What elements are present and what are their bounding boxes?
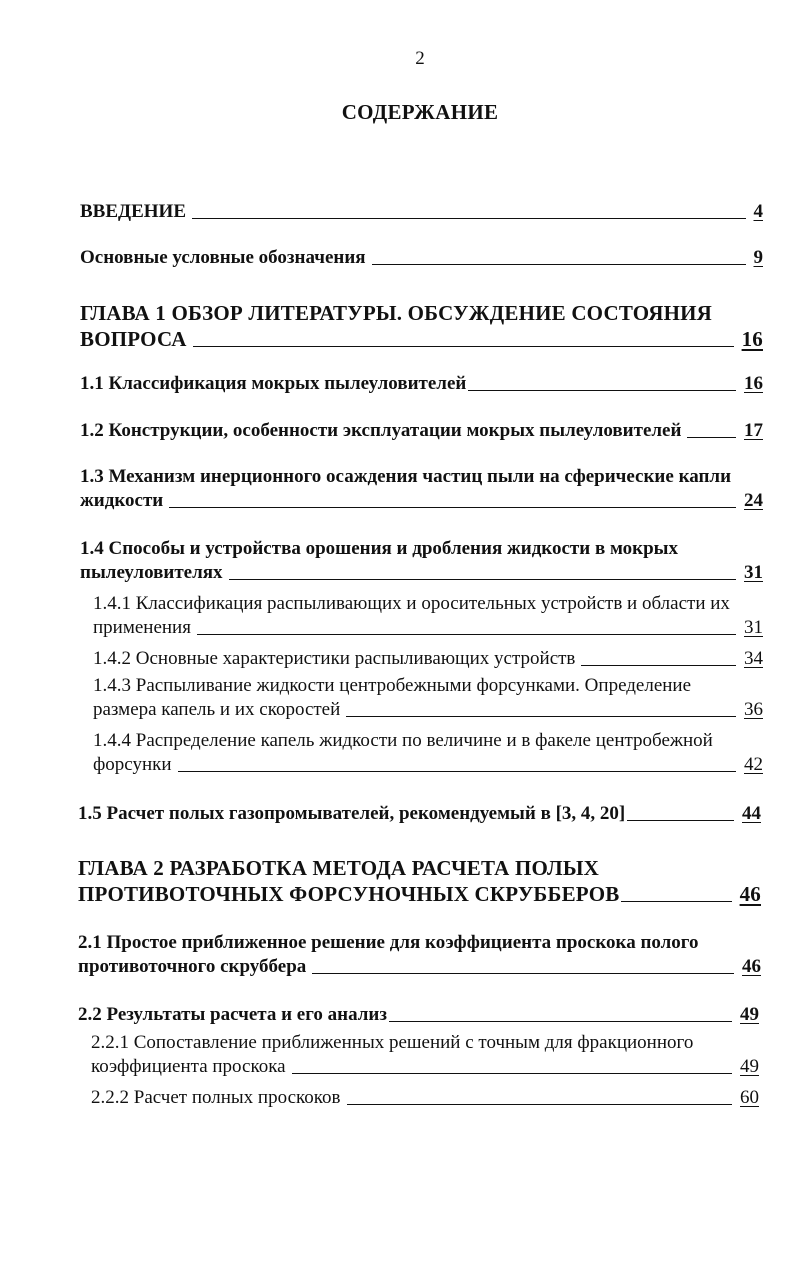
toc-entry-1-4-2[interactable]: [93, 647, 763, 671]
toc-page-number: 60: [740, 1087, 759, 1108]
dot-leader: [468, 390, 736, 391]
toc-page-number: 49: [740, 1004, 759, 1025]
toc-entry-2-2[interactable]: [78, 1003, 759, 1027]
toc-entry-title: 1.2 Конструкции, особенности эксплуатации мокрых пылеуловителей: [80, 420, 682, 441]
page-title: СОДЕРЖАНИЕ: [341, 100, 499, 124]
dot-leader: [229, 579, 736, 580]
toc-page-number: 46: [739, 882, 761, 906]
dot-leader: [621, 901, 731, 902]
toc-entry-title-line1: 1.3 Механизм инерционного осаждения частиц пыли на сферические капли: [80, 466, 732, 487]
toc-entry-title-line1: ГЛАВА 1 ОБЗОР ЛИТЕРАТУРЫ. ОБСУЖДЕНИЕ СОСТОЯНИЯ: [80, 301, 713, 325]
toc-page-number: 16: [741, 327, 763, 351]
toc-entry-notation[interactable]: [80, 246, 763, 270]
dot-leader: [178, 771, 736, 772]
toc-entry-2-1[interactable]: [78, 931, 761, 979]
toc-entry-title: ВВЕДЕНИЕ: [80, 201, 186, 222]
toc-entry-title-line1: 1.4.3 Распыливание жидкости центробежными форсунками. Определение: [93, 675, 692, 696]
dot-leader: [346, 716, 736, 717]
dot-leader: [627, 820, 734, 821]
toc-page-number: 4: [753, 201, 763, 222]
toc-entry-title: применения: [93, 617, 191, 638]
toc-entry-title: ВОПРОСА: [80, 327, 187, 351]
dot-leader: [193, 346, 734, 347]
toc-entry-title: форсунки: [93, 754, 172, 775]
toc-entry-title: 1.4.2 Основные характеристики распыливающих устройств: [93, 648, 576, 669]
dot-leader: [372, 264, 746, 265]
toc-entry-title: Основные условные обозначения: [80, 247, 366, 268]
toc-entry-1-1[interactable]: [80, 372, 763, 396]
toc-entry-title: размера капель и их скоростей: [93, 699, 341, 720]
dot-leader: [687, 437, 736, 438]
toc-entry-title-line1: 2.2.1 Сопоставление приближенных решений с точным для фракционного: [91, 1032, 694, 1053]
toc-entry-title-line1: 1.4.1 Классификация распыливающих и оросительных устройств и области их: [93, 593, 730, 614]
toc-entry-chapter-1[interactable]: [80, 300, 763, 352]
toc-entry-title: противоточного скруббера: [78, 956, 307, 977]
toc-entry-1-5[interactable]: [78, 802, 761, 826]
toc-entry-title: 1.1 Классификация мокрых пылеуловителей: [80, 373, 467, 394]
dot-leader: [197, 634, 736, 635]
toc-entry-2-2-1[interactable]: [91, 1031, 759, 1079]
toc-entry-introduction[interactable]: [80, 200, 763, 224]
dot-leader: [292, 1073, 732, 1074]
toc-entry-title: коэффициента проскока: [91, 1056, 286, 1077]
toc-entry-title: 1.5 Расчет полых газопромывателей, рекомендуемый в [3, 4, 20]: [78, 803, 626, 824]
toc-entry-1-4-4[interactable]: [93, 729, 763, 777]
toc-entry-title: ПРОТИВОТОЧНЫХ ФОРСУНОЧНЫХ СКРУББЕРОВ: [78, 882, 620, 906]
toc-entry-title-line1: 2.1 Простое приближенное решение для коэффициента проскока полого: [78, 932, 699, 953]
toc-page-number: 24: [744, 490, 763, 511]
dot-leader: [581, 665, 736, 666]
toc-entry-title-line1: ГЛАВА 2 РАЗРАБОТКА МЕТОДА РАСЧЕТА ПОЛЫХ: [78, 856, 600, 880]
toc-entry-1-2[interactable]: [80, 419, 763, 443]
toc-page-number: 31: [744, 617, 763, 638]
dot-leader: [347, 1104, 732, 1105]
dot-leader: [312, 973, 734, 974]
toc-entry-title: пылеуловителях: [80, 562, 223, 583]
toc-entry-1-4-1[interactable]: [93, 592, 763, 640]
toc-entry-chapter-2[interactable]: [78, 855, 761, 907]
toc-page-number: 16: [744, 373, 763, 394]
toc-entry-2-2-2[interactable]: [91, 1086, 759, 1110]
toc-page-number: 17: [744, 420, 763, 441]
toc-entry-title: 2.2.2 Расчет полных проскоков: [91, 1087, 341, 1108]
toc-entry-1-4-3[interactable]: [93, 674, 763, 722]
toc-entry-title-line1: 1.4.4 Распределение капель жидкости по величине и в факеле центробежной: [93, 730, 713, 751]
toc-entry-title: 2.2 Результаты расчета и его анализ: [78, 1004, 388, 1025]
toc-page-number: 49: [740, 1056, 759, 1077]
toc-page-number: 46: [742, 956, 761, 977]
dot-leader: [389, 1021, 732, 1022]
toc-page-number: 36: [744, 699, 763, 720]
toc-page-number: 42: [744, 754, 763, 775]
toc-entry-1-4[interactable]: [80, 537, 763, 585]
dot-leader: [192, 218, 746, 219]
dot-leader: [169, 507, 736, 508]
toc-entry-title: жидкости: [80, 490, 164, 511]
toc-page-number: 9: [753, 247, 763, 268]
toc-page-number: 34: [744, 648, 763, 669]
toc-page-number: 44: [742, 803, 761, 824]
toc-entry-title-line1: 1.4 Способы и устройства орошения и дробления жидкости в мокрых: [80, 538, 679, 559]
page-number: 2: [415, 48, 425, 69]
toc-entry-1-3[interactable]: [80, 465, 763, 513]
toc-page-number: 31: [744, 562, 763, 583]
